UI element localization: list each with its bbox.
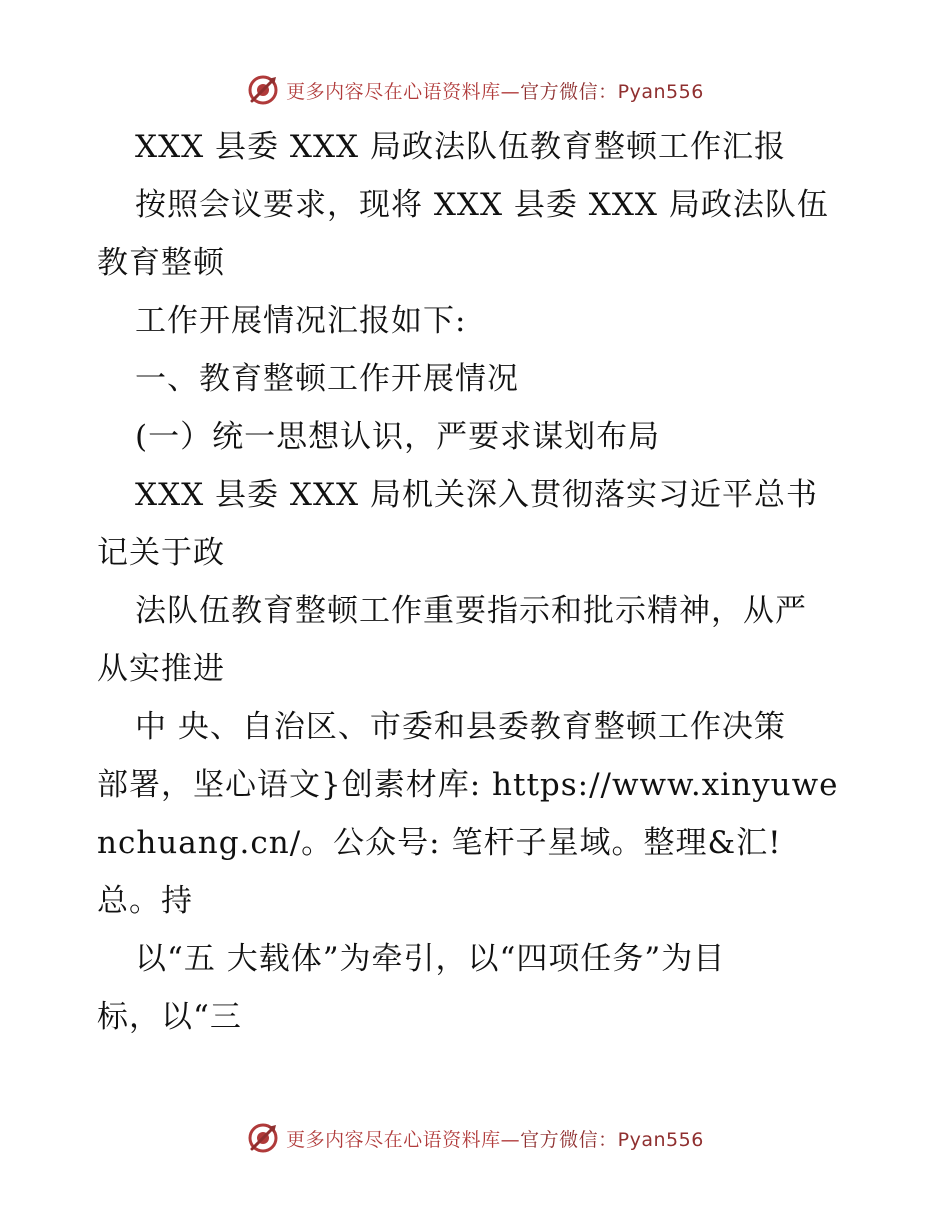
text-line: 总。持 (97, 883, 193, 919)
text-line: 中 央、自治区、市委和县委教育整顿工作决策 (135, 709, 786, 745)
text-line: nchuang.cn/。公众号: 笔杆子星域。整理&汇! (97, 825, 782, 861)
text-line: 教育整顿 (97, 245, 225, 281)
text-line: (一）统一思想认识，严要求谋划布局 (135, 419, 661, 455)
text-line: 记关于政 (97, 535, 225, 571)
text-line: 部署，坚心语文}创素材库: https://www.xinyuwe (97, 767, 839, 803)
text-line: XXX 县委 XXX 局机关深入贯彻落实习近平总书 (135, 477, 818, 513)
text-line: 以“五 大载体”为牵引，以“四项任务”为目 (135, 941, 726, 977)
text-line: 标，以“三 (97, 999, 242, 1035)
watermark-text: 更多内容尽在心语资料库—官方微信：Pyan556 (286, 80, 704, 103)
text-line: 工作开展情况汇报如下: (135, 303, 467, 339)
document-body (97, 118, 857, 1046)
text-line: 法队伍教育整顿工作重要指示和批示精神，从严 (135, 593, 807, 629)
brand-logo-icon (246, 73, 280, 107)
text-line: XXX 县委 XXX 局政法队伍教育整顿工作汇报 (135, 129, 786, 165)
text-line: 按照会议要求，现将 XXX 县委 XXX 局政法队伍 (135, 187, 829, 223)
watermark-header (0, 70, 950, 110)
text-line: 一、教育整顿工作开展情况 (135, 361, 519, 397)
text-line: 从实推进 (97, 651, 225, 687)
brand-logo-icon (246, 1121, 280, 1155)
watermark-text: 更多内容尽在心语资料库—官方微信：Pyan556 (286, 1128, 704, 1151)
watermark-footer (0, 1118, 950, 1158)
